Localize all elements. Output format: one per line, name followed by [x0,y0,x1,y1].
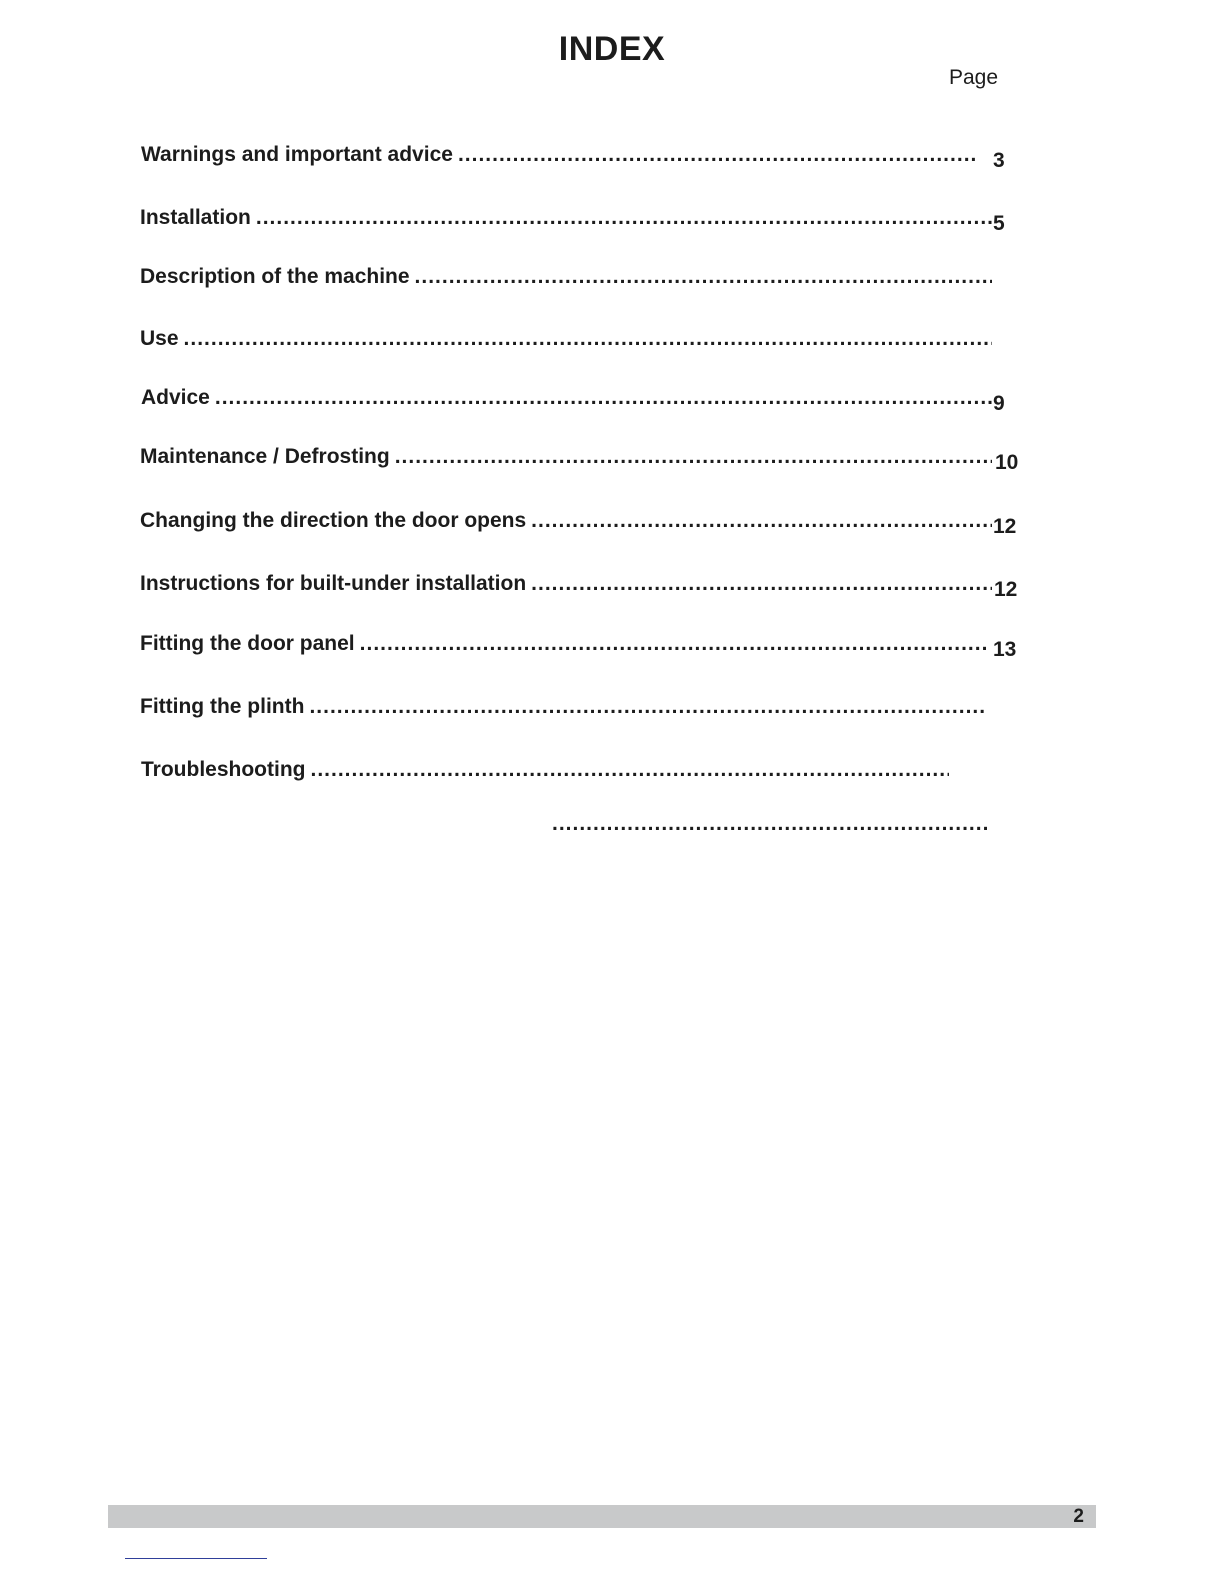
toc-entry-label: Advice [141,386,210,409]
toc-dot-leader [531,572,992,596]
toc-entry-use[interactable] [140,327,992,357]
toc-dot-leader [531,509,992,533]
toc-entry-door-panel[interactable] [140,632,1017,662]
toc-entry-page: 9 [993,392,1005,415]
toc-dot-leader [552,812,988,836]
toc-dot-leader [184,327,992,351]
toc-entry-page: 3 [993,149,1005,172]
toc-entry-page: 5 [993,212,1005,235]
toc-entry-troubleshooting[interactable] [141,758,949,788]
toc-entry-changing-door[interactable] [140,509,1017,539]
toc-entry-label: Fitting the door panel [140,632,355,655]
toc-entry-label: Maintenance / Defrosting [140,445,390,468]
toc-dot-leader [360,632,987,656]
toc-entry-installation[interactable] [140,206,1005,236]
toc-entry-label: Installation [140,206,251,229]
toc-entry-warnings[interactable] [141,143,1005,173]
toc-entry-page: 12 [994,578,1018,601]
toc-entry-label: Use [140,327,179,350]
toc-dot-leader [458,143,976,167]
toc-entry-built-under[interactable] [140,572,1018,602]
toc-dot-leader [395,445,992,469]
toc-dot-leader [415,265,992,289]
toc-entry-advice[interactable] [141,386,1005,416]
toc-dot-leader [310,758,949,782]
toc-entry-page: 13 [993,638,1017,661]
toc-entry-plinth[interactable] [140,695,986,725]
toc-entry-page: 10 [995,451,1019,474]
footer-bar [108,1505,1096,1528]
toc-entry-label: Fitting the plinth [140,695,305,718]
toc-entry-label: Instructions for built-under installation [140,572,527,595]
toc-entry-label: Troubleshooting [141,758,306,781]
toc-dot-leader [215,386,992,410]
footer-rule [125,1558,267,1559]
page-title: INDEX [558,30,666,68]
toc-entry-blank [552,812,988,842]
toc-entry-label: Changing the direction the door opens [140,509,527,532]
page-column-label: Page [949,66,999,89]
toc-entry-label: Warnings and important advice [141,143,453,166]
toc-dot-leader [309,695,986,719]
toc-entry-label: Description of the machine [140,265,410,288]
toc-entry-description[interactable] [140,265,992,295]
footer-page-number: 2 [1073,1506,1084,1527]
toc-entry-page: 12 [993,515,1017,538]
toc-dot-leader [256,206,992,230]
toc-entry-maintenance[interactable] [140,445,1019,475]
